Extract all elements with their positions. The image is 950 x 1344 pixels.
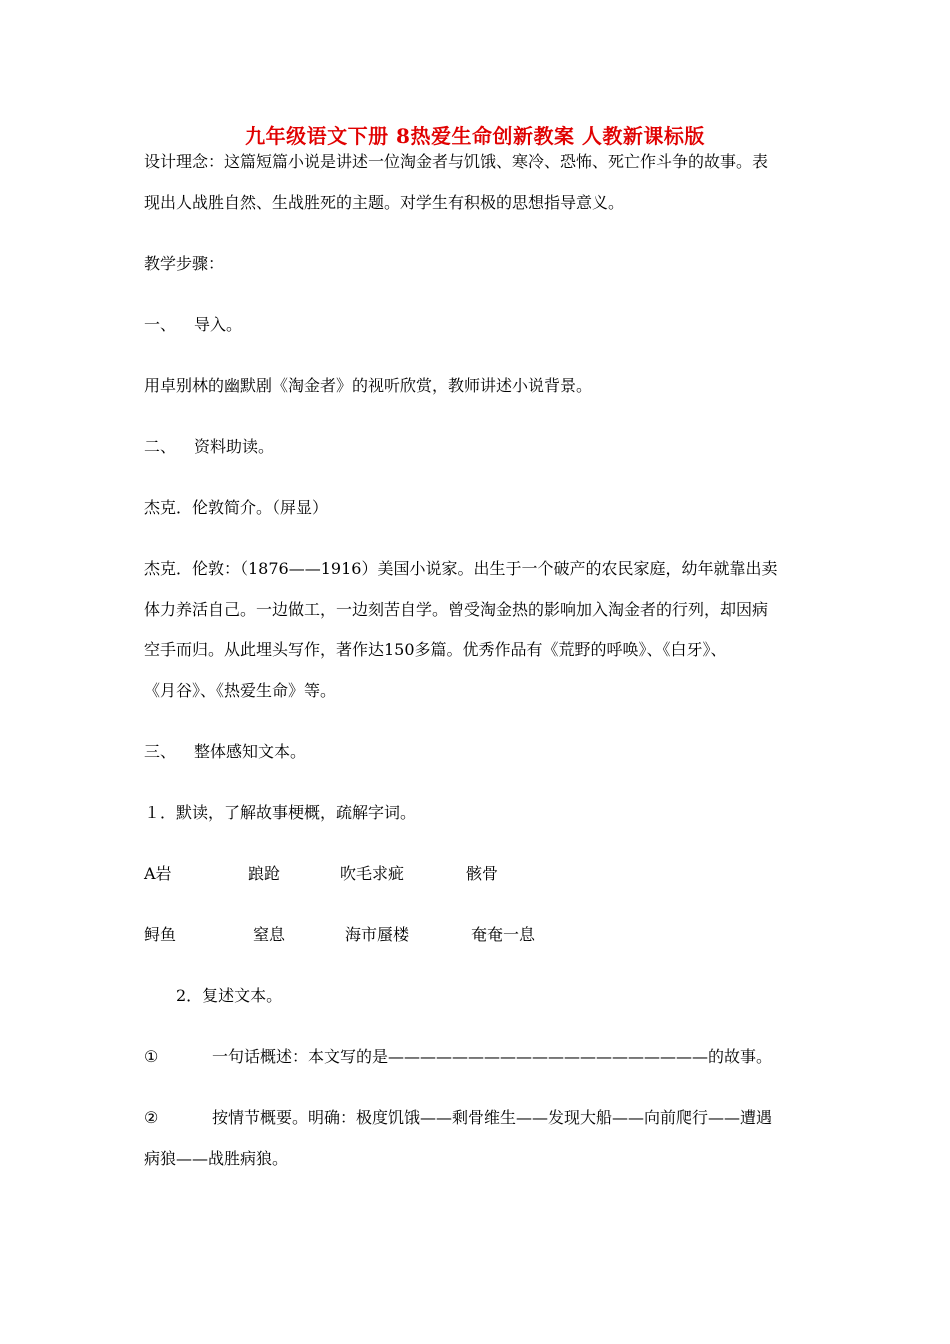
circle-1-text: 一句话概述：本文写的是————————————————————的故事。 <box>212 1047 773 1066</box>
steps-heading: 教学步骤： <box>144 254 225 273</box>
circle-2-line-2: 病狼——战胜病狼。 <box>144 1149 289 1168</box>
circle-1-marker: ① <box>144 1047 159 1066</box>
section-1-number: 一、 <box>144 315 177 334</box>
circle-2-marker: ② <box>144 1108 159 1127</box>
concept-line-2: 现出人战胜自然、生战胜死的主题。对学生有积极的思想指导意义。 <box>144 193 625 212</box>
word-4: 骸骨 <box>466 864 499 883</box>
author-line-3: 空手而归。从此埋头写作，著作达150多篇。优秀作品有《荒野的呼唤》、《白牙》、 <box>144 640 727 659</box>
item-2: 2．复述文本。 <box>176 986 283 1005</box>
section-2-number: 二、 <box>144 437 177 456</box>
author-line-1: 杰克．伦敦：（1876——1916）美国小说家。出生于一个破产的农民家庭，幼年就靠出卖 <box>144 559 778 578</box>
section-2-label: 资料助读。 <box>194 437 275 456</box>
author-intro: 杰克．伦敦简介。（屏显） <box>144 498 329 517</box>
circle-2-line-1: 按情节概要。明确：极度饥饿——剩骨维生——发现大船——向前爬行——遭遇 <box>212 1108 773 1127</box>
section-1-label: 导入。 <box>194 315 243 334</box>
word-3: 吹毛求疵 <box>340 864 405 883</box>
section-3-label: 整体感知文本。 <box>194 742 307 761</box>
concept-line-1: 设计理念：这篇短篇小说是讲述一位淘金者与饥饿、寒冷、恐怖、死亡作斗争的故事。表 <box>144 152 769 171</box>
section-1-text: 用卓别林的幽默剧《淘金者》的视听欣赏，教师讲述小说背景。 <box>144 376 593 395</box>
item-1: １．默读，了解故事梗概，疏解字词。 <box>144 803 417 822</box>
word-2: 踉跄 <box>248 864 281 883</box>
word-8: 奄奄一息 <box>471 925 536 944</box>
word-6: 窒息 <box>253 925 286 944</box>
author-line-2: 体力养活自己。一边做工，一边刻苦自学。曾受淘金热的影响加入淘金者的行列，却因病 <box>144 600 769 619</box>
word-1: A岩 <box>144 864 172 883</box>
word-7: 海市蜃楼 <box>345 925 410 944</box>
section-3-number: 三、 <box>144 742 177 761</box>
author-line-4: 《月谷》、《热爱生命》等。 <box>144 681 337 700</box>
word-5: 鲟鱼 <box>144 925 177 944</box>
document-title: 九年级语文下册 8热爱生命创新教案 人教新课标版 <box>245 124 705 148</box>
